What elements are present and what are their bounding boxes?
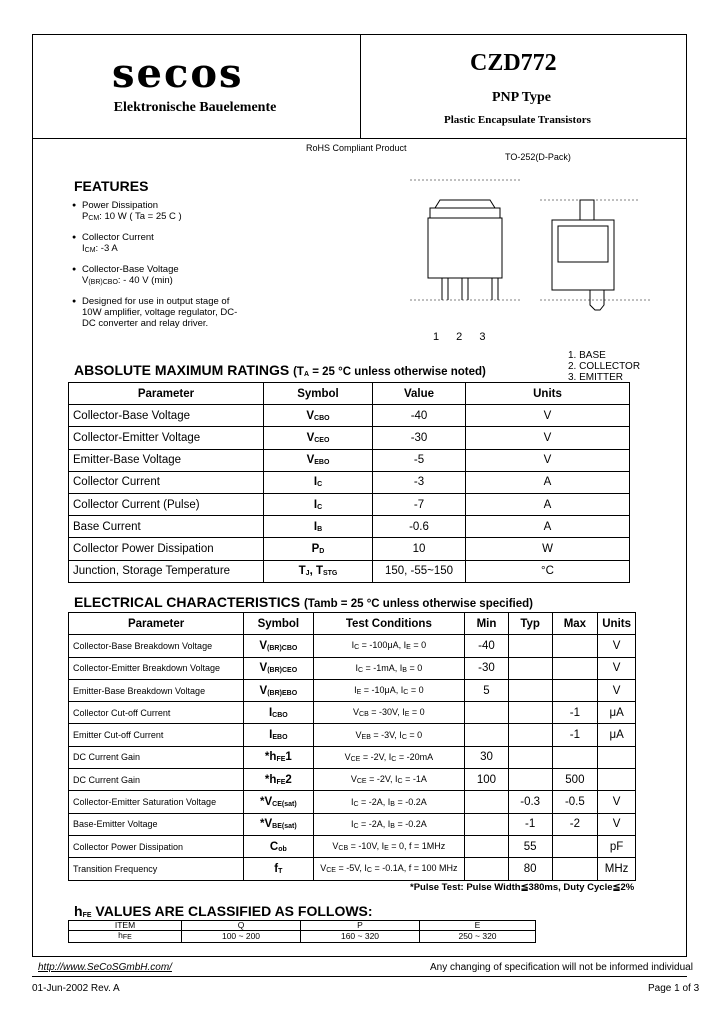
part-number: CZD772 — [470, 50, 557, 76]
revision-date: 01-Jun-2002 Rev. A — [32, 983, 120, 994]
table-cell: E — [420, 921, 536, 931]
company-name: Elektronische Bauelemente — [113, 100, 277, 115]
table-row — [69, 538, 630, 560]
transistor-type: PNP Type — [492, 90, 551, 105]
spec-notice: Any changing of specification will not be informed individual — [430, 962, 693, 973]
value-cell: 10 — [373, 538, 466, 560]
condition-cell: IE = -10μA, IC = 0 — [313, 679, 465, 701]
symbol-cell: ICBO — [244, 702, 313, 724]
column-header: Parameter — [69, 613, 244, 635]
table-cell: ITEM — [69, 921, 182, 931]
column-header: Value — [373, 383, 466, 405]
min-cell — [465, 835, 509, 857]
max-cell — [552, 679, 598, 701]
param-cell: DC Current Gain — [69, 746, 244, 768]
param-cell: Collector-Emitter Breakdown Voltage — [69, 657, 244, 679]
symbol-cell: *VBE(sat) — [244, 813, 313, 835]
unit-cell: W — [466, 538, 630, 560]
unit-cell: A — [466, 516, 630, 538]
table-row — [69, 702, 636, 724]
symbol-cell: TJ, TSTG — [264, 560, 373, 582]
min-cell — [465, 702, 509, 724]
pin-label: 2. COLLECTOR — [568, 361, 641, 372]
table-cell: 250 ~ 320 — [420, 931, 536, 943]
footer-divider — [32, 976, 687, 977]
website-link[interactable]: http://www.SeCoSGmbH.com/ — [38, 962, 172, 973]
symbol-cell: IC — [264, 493, 373, 515]
table-cell: Q — [182, 921, 301, 931]
table-row — [69, 835, 636, 857]
condition-cell: IC = -2A, IB = -0.2A — [313, 813, 465, 835]
symbol-cell: fT — [244, 858, 313, 880]
table-row — [69, 769, 636, 791]
value-cell: -3 — [373, 471, 466, 493]
column-header: Units — [598, 613, 636, 635]
condition-cell: VCE = -2V, IC = -20mA — [313, 746, 465, 768]
symbol-cell: *hFE1 — [244, 746, 313, 768]
symbol-cell: Cob — [244, 835, 313, 857]
max-cell: -2 — [552, 813, 598, 835]
abs-max-title: ABSOLUTE MAXIMUM RATINGS (TA = 25 °C unless otherwise noted) — [74, 362, 486, 378]
param-cell: Base Current — [69, 516, 264, 538]
unit-cell: V — [466, 427, 630, 449]
typ-cell: 80 — [508, 858, 552, 880]
min-cell: 30 — [465, 746, 509, 768]
hfe-title: hFE VALUES ARE CLASSIFIED AS FOLLOWS: — [74, 903, 373, 919]
unit-cell: MHz — [598, 858, 636, 880]
value-cell: -40 — [373, 405, 466, 427]
abs-max-table — [68, 382, 630, 583]
table-row — [69, 635, 636, 657]
column-header: Units — [466, 383, 630, 405]
typ-cell — [508, 746, 552, 768]
param-cell: Junction, Storage Temperature — [69, 560, 264, 582]
features-list — [70, 200, 245, 337]
param-cell: Emitter Cut-off Current — [69, 724, 244, 746]
max-cell: 500 — [552, 769, 598, 791]
table-row — [69, 931, 536, 943]
feature-item: ● Designed for use in output stage of 10W amplifier, voltage regulator, DC-DC converter and relay driver. — [70, 296, 245, 329]
value-cell: 150, -55~150 — [373, 560, 466, 582]
min-cell: 100 — [465, 769, 509, 791]
table-header-row — [69, 383, 630, 405]
symbol-cell: IB — [264, 516, 373, 538]
typ-cell — [508, 657, 552, 679]
max-cell — [552, 835, 598, 857]
condition-cell: IC = -1mA, IB = 0 — [313, 657, 465, 679]
value-cell: -7 — [373, 493, 466, 515]
condition-cell: VCE = -5V, IC = -0.1A, f = 100 MHz — [313, 858, 465, 880]
param-cell: Collector-Emitter Voltage — [69, 427, 264, 449]
min-cell: 5 — [465, 679, 509, 701]
unit-cell: μA — [598, 702, 636, 724]
feature-item: ● Collector Current ICM: -3 A — [70, 232, 245, 256]
max-cell — [552, 657, 598, 679]
typ-cell — [508, 702, 552, 724]
param-cell: Emitter-Base Voltage — [69, 449, 264, 471]
unit-cell: V — [598, 679, 636, 701]
pin-label: 3. EMITTER — [568, 372, 624, 383]
typ-cell — [508, 769, 552, 791]
min-cell — [465, 724, 509, 746]
unit-cell: μA — [598, 724, 636, 746]
unit-cell: °C — [466, 560, 630, 582]
pin-numbers: 1 2 3 — [433, 331, 486, 343]
symbol-cell: *VCE(sat) — [244, 791, 313, 813]
unit-cell — [598, 769, 636, 791]
value-cell: -5 — [373, 449, 466, 471]
max-cell — [552, 746, 598, 768]
unit-cell: V — [598, 791, 636, 813]
condition-cell: VCB = -30V, IE = 0 — [313, 702, 465, 724]
param-cell: Collector Power Dissipation — [69, 835, 244, 857]
value-cell: -30 — [373, 427, 466, 449]
product-description: Plastic Encapsulate Transistors — [444, 114, 591, 126]
elec-title: ELECTRICAL CHARACTERISTICS (Tamb = 25 °C unless otherwise specified) — [74, 594, 533, 610]
package-label: TO-252(D-Pack) — [505, 152, 571, 162]
table-cell: P — [301, 921, 420, 931]
symbol-cell: V(BR)EBO — [244, 679, 313, 701]
table-row — [69, 657, 636, 679]
column-header: Test Conditions — [313, 613, 465, 635]
param-cell: Transition Frequency — [69, 858, 244, 880]
condition-cell: IC = -100μA, IE = 0 — [313, 635, 465, 657]
elec-char-table — [68, 612, 636, 881]
feature-item: ● Power Dissipation PCM: 10 W ( Ta = 25 C ) — [70, 200, 245, 224]
value-cell: -0.6 — [373, 516, 466, 538]
symbol-cell: IC — [264, 471, 373, 493]
min-cell: -40 — [465, 635, 509, 657]
param-cell: Collector Current — [69, 471, 264, 493]
unit-cell: V — [598, 813, 636, 835]
max-cell: -1 — [552, 702, 598, 724]
param-cell: Emitter-Base Breakdown Voltage — [69, 679, 244, 701]
table-row — [69, 427, 630, 449]
table-row — [69, 791, 636, 813]
param-cell: Collector-Base Breakdown Voltage — [69, 635, 244, 657]
table-header-row — [69, 613, 636, 635]
table-row — [69, 405, 630, 427]
unit-cell: A — [466, 493, 630, 515]
table-row — [69, 746, 636, 768]
feature-item: ● Collector-Base Voltage V(BR)CBO: - 40 V (min) — [70, 264, 245, 288]
table-cell: hFE — [69, 931, 182, 943]
symbol-cell: VEBO — [264, 449, 373, 471]
condition-cell: VEB = -3V, IC = 0 — [313, 724, 465, 746]
table-row — [69, 921, 536, 931]
unit-cell — [598, 746, 636, 768]
column-header: Symbol — [244, 613, 313, 635]
hfe-table — [68, 920, 536, 943]
param-cell: Base-Emitter Voltage — [69, 813, 244, 835]
max-cell — [552, 635, 598, 657]
pin-label: 1. BASE — [568, 350, 606, 361]
column-header: Max — [552, 613, 598, 635]
pulse-test-note: *Pulse Test: Pulse Width≦380ms, Duty Cycle≦2% — [410, 882, 635, 893]
header-vertical-divider — [360, 34, 361, 138]
symbol-cell: V(BR)CBO — [244, 635, 313, 657]
column-header: Parameter — [69, 383, 264, 405]
table-row — [69, 858, 636, 880]
table-row — [69, 449, 630, 471]
company-logo: secos — [112, 50, 244, 97]
max-cell: -1 — [552, 724, 598, 746]
rohs-label: RoHS Compliant Product — [306, 143, 407, 153]
typ-cell: 55 — [508, 835, 552, 857]
typ-cell: -0.3 — [508, 791, 552, 813]
param-cell: Collector Power Dissipation — [69, 538, 264, 560]
typ-cell — [508, 635, 552, 657]
table-cell: 100 ~ 200 — [182, 931, 301, 943]
unit-cell: V — [466, 405, 630, 427]
min-cell — [465, 791, 509, 813]
symbol-cell: VCBO — [264, 405, 373, 427]
param-cell: DC Current Gain — [69, 769, 244, 791]
package-outline-drawing — [380, 160, 670, 345]
column-header: Min — [465, 613, 509, 635]
symbol-cell: PD — [264, 538, 373, 560]
table-row — [69, 493, 630, 515]
table-row — [69, 813, 636, 835]
condition-cell: IC = -2A, IB = -0.2A — [313, 791, 465, 813]
table-row — [69, 679, 636, 701]
symbol-cell: V(BR)CEO — [244, 657, 313, 679]
page-number: Page 1 of 3 — [648, 983, 700, 994]
table-row — [69, 471, 630, 493]
features-title: FEATURES — [74, 178, 149, 194]
typ-cell: -1 — [508, 813, 552, 835]
header-divider — [32, 138, 687, 139]
param-cell: Collector-Emitter Saturation Voltage — [69, 791, 244, 813]
unit-cell: V — [598, 657, 636, 679]
unit-cell: pF — [598, 835, 636, 857]
column-header: Symbol — [264, 383, 373, 405]
max-cell: -0.5 — [552, 791, 598, 813]
typ-cell — [508, 724, 552, 746]
symbol-cell: VCEO — [264, 427, 373, 449]
unit-cell: A — [466, 471, 630, 493]
table-row — [69, 560, 630, 582]
pin-legend — [568, 350, 640, 383]
column-header: Typ — [508, 613, 552, 635]
table-cell: 160 ~ 320 — [301, 931, 420, 943]
unit-cell: V — [466, 449, 630, 471]
param-cell: Collector Current (Pulse) — [69, 493, 264, 515]
symbol-cell: *hFE2 — [244, 769, 313, 791]
param-cell: Collector Cut-off Current — [69, 702, 244, 724]
condition-cell: VCB = -10V, IE = 0, f = 1MHz — [313, 835, 465, 857]
typ-cell — [508, 679, 552, 701]
min-cell — [465, 813, 509, 835]
min-cell — [465, 858, 509, 880]
symbol-cell: IEBO — [244, 724, 313, 746]
table-row — [69, 516, 630, 538]
condition-cell: VCE = -2V, IC = -1A — [313, 769, 465, 791]
max-cell — [552, 858, 598, 880]
min-cell: -30 — [465, 657, 509, 679]
param-cell: Collector-Base Voltage — [69, 405, 264, 427]
table-row — [69, 724, 636, 746]
unit-cell: V — [598, 635, 636, 657]
